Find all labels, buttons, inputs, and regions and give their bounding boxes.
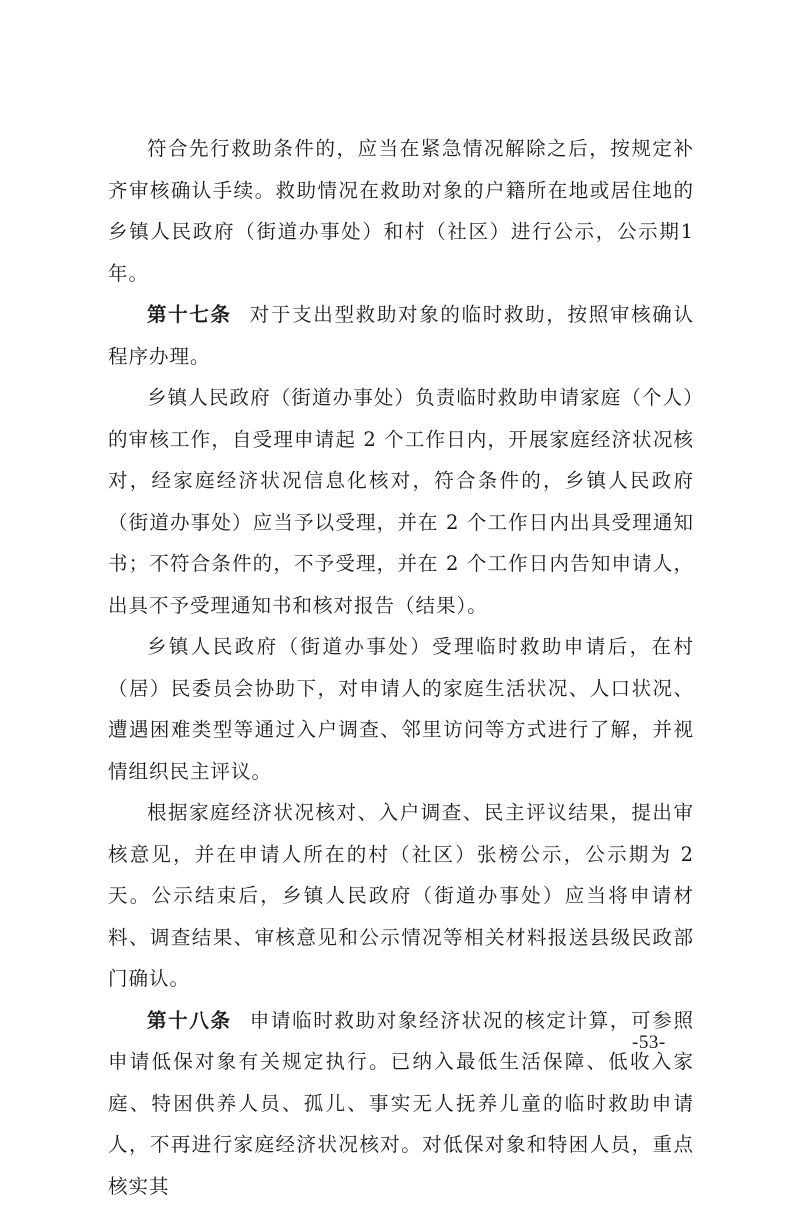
- paragraph-6-article-18: [108, 1000, 694, 1207]
- paragraph-4-text: 乡镇人民政府（街道办事处）受理临时救助申请后，在村（居）民委员会协助下，对申请人的家庭生活状况、人口状况、遭遇困难类型等通过入户调查、邻里访问等方式进行了解，并视情组织民主评议。: [108, 635, 694, 783]
- paragraph-6-text: 申请临时救助对象经济状况的核定计算，可参照申请低保对象有关规定执行。已纳入最低生活保障、低收入家庭、特困供养人员、孤儿、事实无人抚养儿童的临时救助申请人，不再进行家庭经济状况核对。对低保对象和特困人员，重点核实其: [108, 1009, 694, 1198]
- paragraph-1: [108, 128, 694, 294]
- article-17-heading: 第十七条: [147, 303, 232, 326]
- paragraph-5-text: 根据家庭经济状况核对、入户调查、民主评议结果，提出审核意见，并在申请人所在的村（社区）张榜公示，公示期为 2 天。公示结束后，乡镇人民政府（街道办事处）应当将申请材料、调查结果、审核意见和公示情况等相关材料报送县级民政部门确认。: [108, 801, 694, 990]
- paragraph-5: [108, 792, 694, 1000]
- paragraph-3-text: 乡镇人民政府（街道办事处）负责临时救助申请家庭（个人）的审核工作，自受理申请起 2 个工作日内，开展家庭经济状况核对，经家庭经济状况信息化核对，符合条件的，乡镇人民政府（街道办事处）应当予以受理，并在 2 个工作日内出具受理通知书；不符合条件的，不予受理，并在 2 个工作日内告知申请人，出具不予受理通知书和核对报告（结果）。: [108, 386, 694, 617]
- paragraph-3: [108, 377, 694, 626]
- paragraph-2-text: 对于支出型救助对象的临时救助，按照审核确认程序办理。: [108, 303, 694, 368]
- document-body: [108, 128, 694, 1207]
- page-number: -53-: [632, 1032, 666, 1054]
- paragraph-2-article-17: [108, 294, 694, 377]
- article-18-heading: 第十八条: [147, 1009, 232, 1032]
- paragraph-4: [108, 626, 694, 792]
- paragraph-1-text: 符合先行救助条件的，应当在紧急情况解除之后，按规定补齐审核确认手续。救助情况在救助对象的户籍所在地或居住地的乡镇人民政府（街道办事处）和村（社区）进行公示，公示期1年。: [108, 137, 694, 285]
